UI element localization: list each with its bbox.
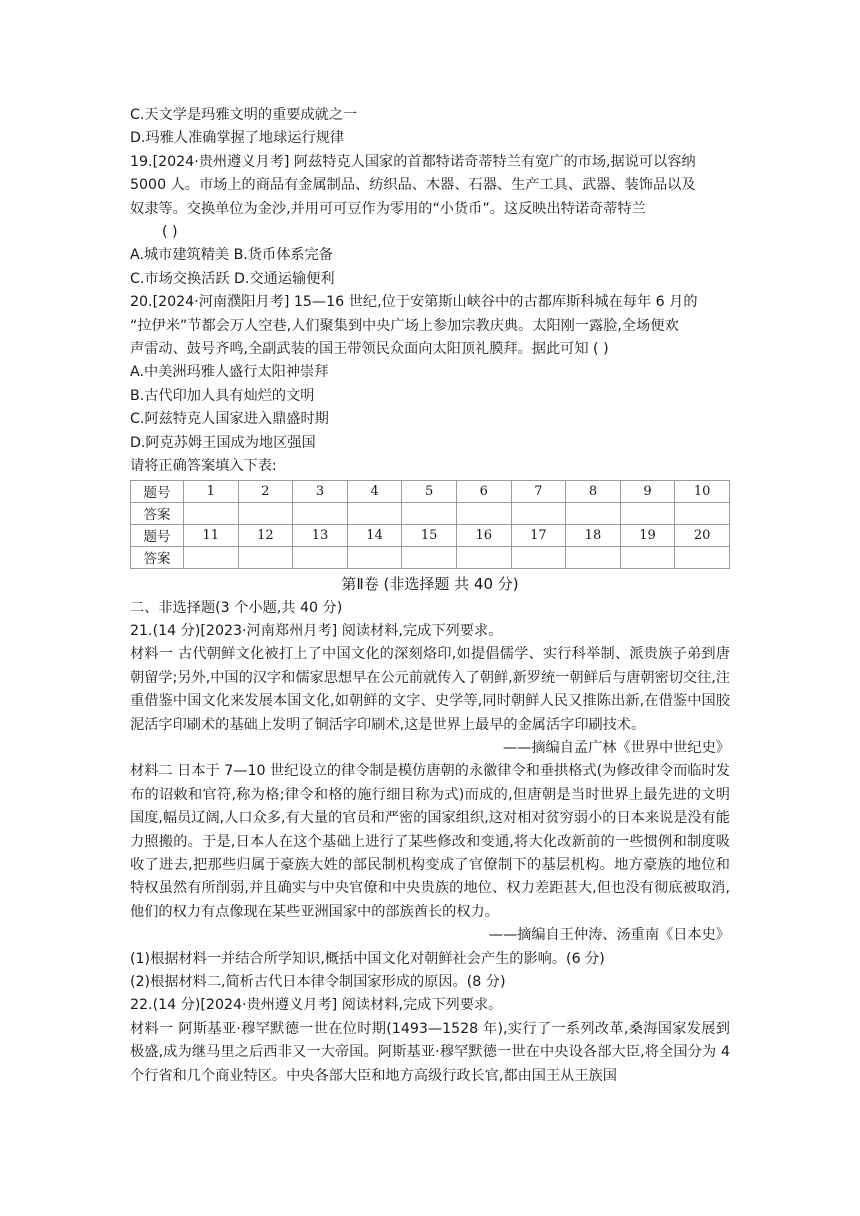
answer-cell[interactable] (566, 502, 621, 524)
q20-stem-line3: 声雷动、鼓号齐鸣,全副武装的国王带领民众面向太阳顶礼膜拜。据此可知 ( ) (130, 341, 609, 358)
question-number: 11 (184, 524, 239, 546)
q20-option-c: C.阿兹特克人国家进入鼎盛时期 (130, 411, 329, 428)
question-number: 12 (238, 524, 293, 546)
q19-options-cd: C.市场交换活跃 D.交通运输便利 (130, 270, 335, 287)
q19-stem-line1: 19.[2024·贵州遵义月考] 阿兹特克人国家的首都特诺奇蒂特兰有宽广的市场,据说可以容纳 (130, 153, 696, 170)
answer-cell[interactable] (675, 502, 730, 524)
answer-cell[interactable] (402, 546, 457, 568)
question-number: 7 (511, 480, 566, 502)
q22-stem: 22.(14 分)[2024·贵州遵义月考] 阅读材料,完成下列要求。 (130, 997, 503, 1014)
q19-answer-bracket: ( ) (162, 224, 178, 241)
q21-stem: 21.(14 分)[2023·河南郑州月考] 阅读材料,完成下列要求。 (130, 622, 503, 639)
answer-table-answer-row-2 (131, 546, 730, 568)
q20-option-b: B.古代印加人具有灿烂的文明 (130, 387, 315, 404)
answer-cell[interactable] (184, 502, 239, 524)
q19-stem-line3: 奴隶等。交换单位为金沙,并用可可豆作为零用的“小货币”。这反映出特诺奇蒂特兰 (130, 200, 646, 217)
part2-title: 第Ⅱ卷 (非选择题 共 40 分) (341, 574, 519, 593)
number-label: 题号 (131, 480, 184, 502)
question-number: 2 (238, 480, 293, 502)
q20-option-d: D.阿克苏姆王国成为地区强国 (130, 434, 316, 451)
answer-label: 答案 (131, 502, 184, 524)
question-number: 8 (566, 480, 621, 502)
q22-material-1: 材料一 阿斯基亚·穆罕默德一世在位时期(1493—1528 年),实行了一系列改革,桑海国家发展到极盛,成为继马里之后西非又一大帝国。阿斯基亚·穆罕默德一世在中央设各部大臣,将全国分为 4 个行省和几个商业特区。中央各部大臣和地方高级行政长官,都由国王从王族国 (130, 1020, 730, 1084)
question-number: 5 (402, 480, 457, 502)
q21-requirement-1: (1)根据材料一并结合所学知识,概括中国文化对朝鲜社会产生的影响。(6 分) (130, 950, 605, 967)
answer-cell[interactable] (293, 502, 348, 524)
question-number: 17 (511, 524, 566, 546)
question-number: 19 (620, 524, 675, 546)
answer-table-instruction: 请将正确答案填入下表: (130, 458, 277, 475)
question-number: 4 (347, 480, 402, 502)
q18-option-c: C.天文学是玛雅文明的重要成就之一 (130, 107, 358, 123)
q20-stem-line1: 20.[2024·河南濮阳月考] 15—16 世纪,位于安第斯山峡谷中的古都库斯科城在每年 6 月的 (130, 294, 698, 311)
answer-label: 答案 (131, 546, 184, 568)
q21-material-2: 材料二 日本于 7—10 世纪设立的律令制是模仿唐朝的永徽律令和垂拱格式(为修改律令而临时发布的诏敕和官符,称为格;律令和格的施行细目称为式)而成的,但唐朝是当时世界上最先进的文明国度,幅员辽阔,人口众多,有大量的官员和严密的国家组织,这对相对贫穷弱小的日本来说是没有能力照搬的。于是,日本人在这个基础上进行了某些修改和变通,将大化改新前的一些惯例和制度吸收了进去,把那些归属于豪族大姓的部民制机构变成了官僚制下的基层机构。地方豪族的地位和特权虽然有所削弱,并且确实与中央官僚和中央贵族的地位、权力差距甚大,但也没有彻底被取消,他们的权力有点像现在某些亚洲国家中的部族酋长的权力。 (130, 763, 730, 920)
question-number: 3 (293, 480, 348, 502)
q21-requirement-2: (2)根据材料二,简析古代日本律令制国家形成的原因。(8 分) (130, 974, 506, 990)
q18-option-d: D.玛雅人准确掌握了地球运行规律 (130, 130, 345, 147)
answer-cell[interactable] (456, 546, 511, 568)
answer-table (130, 480, 730, 569)
q21-material-1: 材料一 古代朝鲜文化被打上了中国文化的深刻烙印,如提倡儒学、实行科举制、派贵族子弟到唐朝留学;另外,中国的汉字和儒家思想早在公元前就传入了朝鲜,新罗统一朝鲜后与唐朝密切交往,注重借鉴中国文化来发展本国文化,如朝鲜的文字、史学等,同时朝鲜人民又推陈出新,在借鉴中国胶泥活字印刷术的基础上发明了铜活字印刷术,这是世界上最早的金属活字印刷技术。 (130, 646, 730, 733)
question-number: 9 (620, 480, 675, 502)
answer-cell[interactable] (620, 546, 675, 568)
question-number: 1 (184, 480, 239, 502)
q19-options-ab: A.城市建筑精美 B.货币体系完备 (130, 247, 333, 264)
q20-stem-line2: “拉伊米”节都会万人空巷,人们聚集到中央广场上参加宗教庆典。太阳刚一露脸,全场便欢 (130, 317, 679, 334)
number-label: 题号 (131, 524, 184, 546)
answer-cell[interactable] (238, 502, 293, 524)
question-number: 14 (347, 524, 402, 546)
exam-page (130, 104, 730, 1088)
question-number: 18 (566, 524, 621, 546)
answer-cell[interactable] (184, 546, 239, 568)
question-number: 13 (293, 524, 348, 546)
answer-cell[interactable] (511, 502, 566, 524)
answer-cell[interactable] (293, 546, 348, 568)
answer-cell[interactable] (566, 546, 621, 568)
q19-stem-line2: 5000 人。市场上的商品有金属制品、纺织品、木器、石器、生产工具、武器、装饰品以及 (130, 177, 696, 194)
q21-material-2-source: ——摘编自王仲涛、汤重南《日本史》 (488, 927, 730, 944)
answer-table-number-row-2 (131, 524, 730, 546)
answer-cell[interactable] (511, 546, 566, 568)
answer-cell[interactable] (675, 546, 730, 568)
part2-heading: 二、非选择题(3 个小题,共 40 分) (130, 599, 343, 616)
q20-option-a: A.中美洲玛雅人盛行太阳神崇拜 (130, 364, 329, 381)
question-number: 6 (456, 480, 511, 502)
q21-material-1-source: ——摘编自孟广林《世界中世纪史》 (502, 739, 730, 756)
answer-cell[interactable] (347, 502, 402, 524)
answer-cell[interactable] (620, 502, 675, 524)
answer-table-number-row-1 (131, 480, 730, 502)
question-number: 15 (402, 524, 457, 546)
answer-cell[interactable] (347, 546, 402, 568)
question-number: 10 (675, 480, 730, 502)
answer-cell[interactable] (238, 546, 293, 568)
answer-cell[interactable] (456, 502, 511, 524)
answer-table-answer-row-1 (131, 502, 730, 524)
question-number: 16 (456, 524, 511, 546)
question-number: 20 (675, 524, 730, 546)
answer-cell[interactable] (402, 502, 457, 524)
